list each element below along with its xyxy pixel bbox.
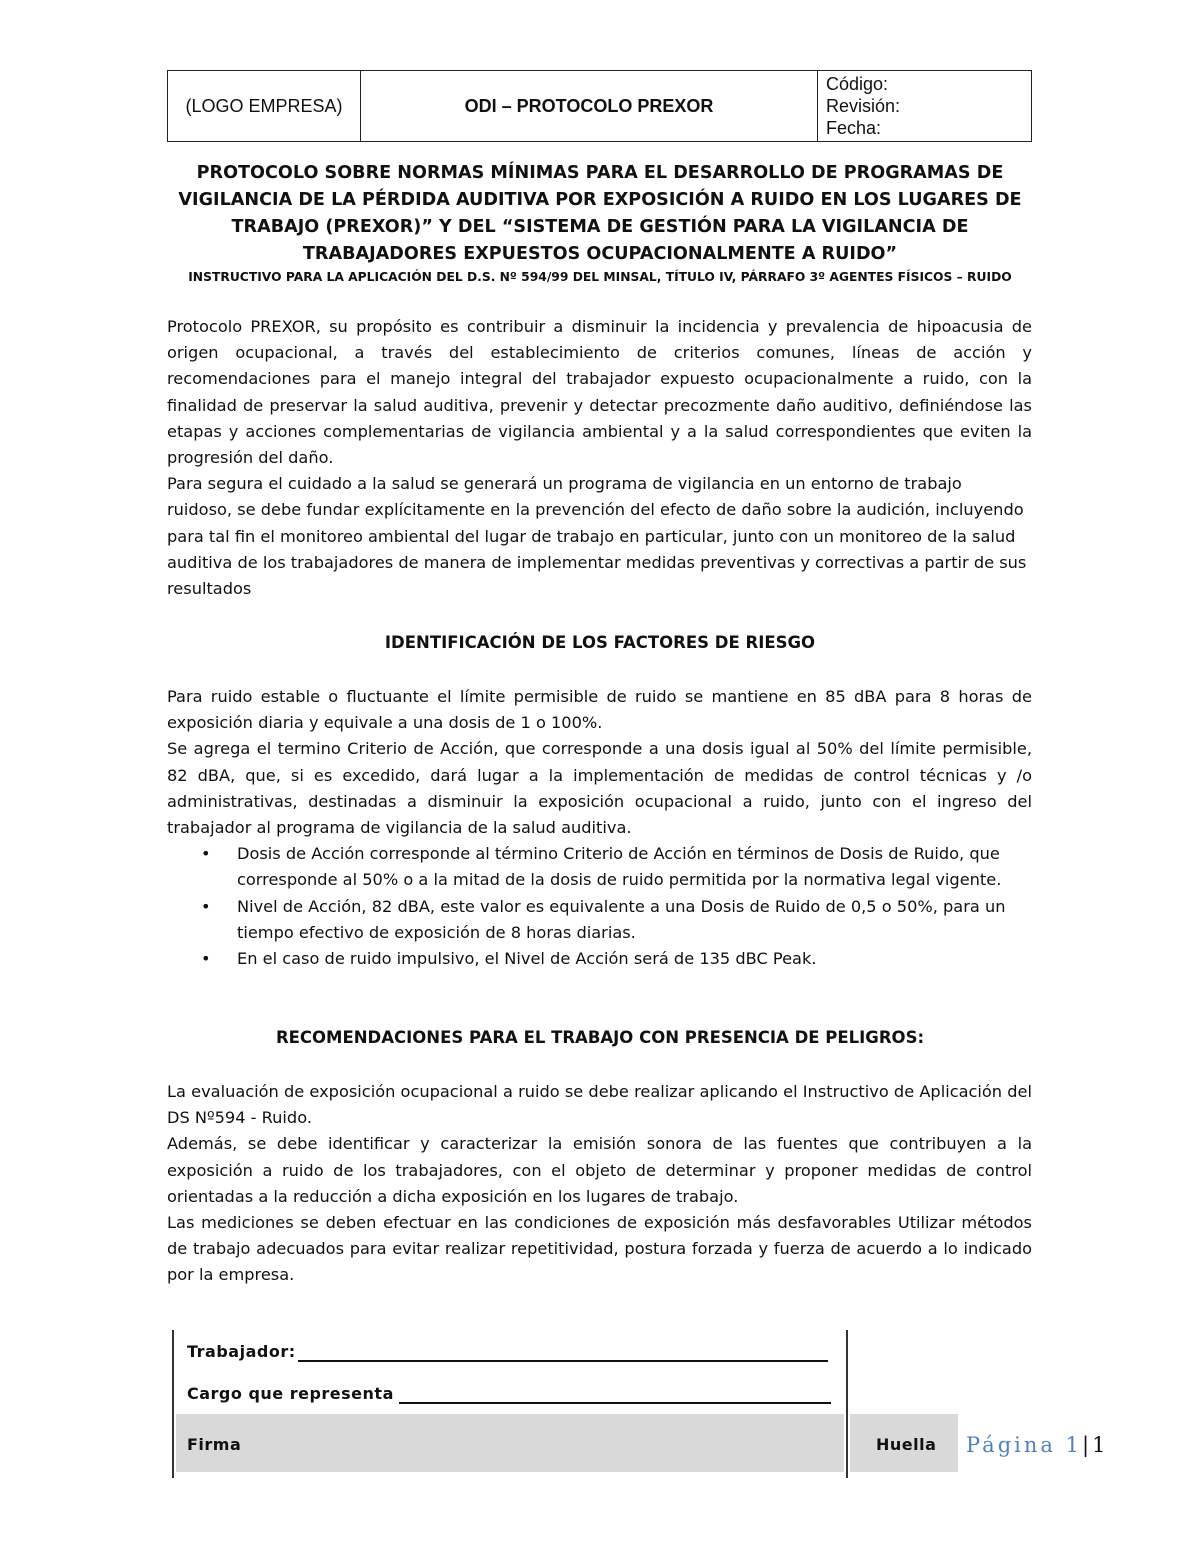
signature-divider <box>846 1330 848 1478</box>
page-separator: | <box>1081 1433 1093 1457</box>
list-item: • En el caso de ruido impulsivo, el Nivel de Acción será de 135 dBC Peak. <box>167 946 1032 972</box>
main-title: PROTOCOLO SOBRE NORMAS MÍNIMAS PARA EL DESARROLLO DE PROGRAMAS DE VIGILANCIA DE LA PÉRDIDA AUDITIVA POR EXPOSICIÓN A RUIDO EN LOS LUGARES DE TRABAJO (PREXOR)” Y DEL “SISTEMA DE GESTIÓN PARA LA VIGILANCIA DE TRABAJADORES EXPUESTOS OCUPACIONALMENTE A RUIDO” <box>178 163 1022 264</box>
worker-label: Trabajador: <box>187 1342 296 1361</box>
signature-box <box>172 1330 958 1478</box>
page-word: Página <box>966 1433 1056 1457</box>
code-label: Código: <box>826 74 889 94</box>
risk-section <box>167 684 1032 972</box>
document-meta <box>818 71 1032 142</box>
worker-field[interactable] <box>298 1360 828 1362</box>
bullet-icon: • <box>201 844 211 864</box>
recommendations-section <box>167 1079 1032 1289</box>
position-field[interactable] <box>399 1402 831 1404</box>
signature-row <box>176 1414 844 1472</box>
revision-label: Revisión: <box>826 96 901 116</box>
document-title: ODI – PROTOCOLO PREXOR <box>361 71 818 142</box>
intro-paragraph: Para segura el cuidado a la salud se generará un programa de vigilancia en un entorno de trabajo ruidoso, se debe fundar explícitamente en la prevención del efecto de daño sobre la audición, incluyendo para tal fin el monitoreo ambiental del lugar de trabajo en particular, junto con un monitoreo de la salud auditiva de los trabajadores de manera de implementar medidas preventivas y correctivas a partir de sus resultados <box>167 474 1027 599</box>
subtitle: INSTRUCTIVO PARA LA APLICACIÓN DEL D.S. Nº 594/99 DEL MINSAL, TÍTULO IV, PÁRRAFO 3º AGENTES FÍSICOS – RUIDO <box>188 270 1012 284</box>
page-current: 1 <box>1065 1433 1082 1457</box>
risk-heading: IDENTIFICACIÓN DE LOS FACTORES DE RIESGO <box>384 633 816 652</box>
risk-bullet-list <box>167 841 1032 972</box>
recommendations-heading: RECOMENDACIONES PARA EL TRABAJO CON PRESENCIA DE PELIGROS: <box>275 1028 925 1047</box>
fingerprint-label: Huella <box>876 1435 937 1454</box>
recommendation-paragraph: La evaluación de exposición ocupacional a ruido se debe realizar aplicando el Instructivo de Aplicación del DS Nº594 - Ruido. <box>167 1082 1032 1128</box>
page-total: 1 <box>1092 1433 1109 1457</box>
header-table <box>167 70 1032 142</box>
company-logo-placeholder: (LOGO EMPRESA) <box>168 71 361 142</box>
intro-paragraph: Protocolo PREXOR, su propósito es contribuir a disminuir la incidencia y prevalencia de hipoacusia de origen ocupacional, a través del establecimiento de criterios comunes, líneas de acción y recomendaciones para el manejo integral del trabajador expuesto ocupacionalmente a ruido, con la finalidad de preservar la salud auditiva, prevenir y detectar precozmente daño auditivo, definiéndose las etapas y acciones complementarias de vigilancia ambiental y a la salud correspondientes que eviten la progresión del daño. <box>167 317 1032 468</box>
recommendation-paragraph: Además, se debe identificar y caracterizar la emisión sonora de las fuentes que contribuyen a la exposición a ruido de los trabajadores, con el objeto de determinar y proponer medidas de control orientadas a la reducción a dicha exposición en los lugares de trabajo. <box>167 1134 1032 1206</box>
recommendation-paragraph: Las mediciones se deben efectuar en las condiciones de exposición más desfavorables Utilizar métodos de trabajo adecuados para evitar realizar repetitividad, postura forzada y fuerza de acuerdo a lo indicado por la empresa. <box>167 1213 1032 1285</box>
signature-label: Firma <box>187 1435 242 1454</box>
signature-border <box>172 1330 174 1478</box>
intro-section <box>167 314 1032 602</box>
position-label: Cargo que representa <box>187 1384 394 1403</box>
list-item: • Nivel de Acción, 82 dBA, este valor es equivalente a una Dosis de Ruido de 0,5 o 50%, para un tiempo efectivo de exposición de 8 horas diarias. <box>167 894 1032 946</box>
bullet-icon: • <box>201 949 211 969</box>
list-item: • Dosis de Acción corresponde al término Criterio de Acción en términos de Dosis de Ruido, que corresponde al 50% o a la mitad de la dosis de ruido permitida por la normativa legal vigente. <box>167 841 1032 893</box>
date-label: Fecha: <box>826 118 882 138</box>
risk-paragraph: Se agrega el termino Criterio de Acción, que corresponde a una dosis igual al 50% del límite permisible, 82 dBA, que, si es excedido, dará lugar a la implementación de medidas de control técnicas y /o administrativas, destinadas a disminuir la exposición ocupacional a ruido, junto con el ingreso del trabajador al programa de vigilancia de la salud auditiva. <box>167 739 1032 838</box>
bullet-icon: • <box>201 896 211 916</box>
page-number <box>966 1433 1108 1457</box>
risk-paragraph: Para ruido estable o fluctuante el límite permisible de ruido se mantiene en 85 dBA para 8 horas de exposición diaria y equivale a una dosis de 1 o 100%. <box>167 687 1032 733</box>
